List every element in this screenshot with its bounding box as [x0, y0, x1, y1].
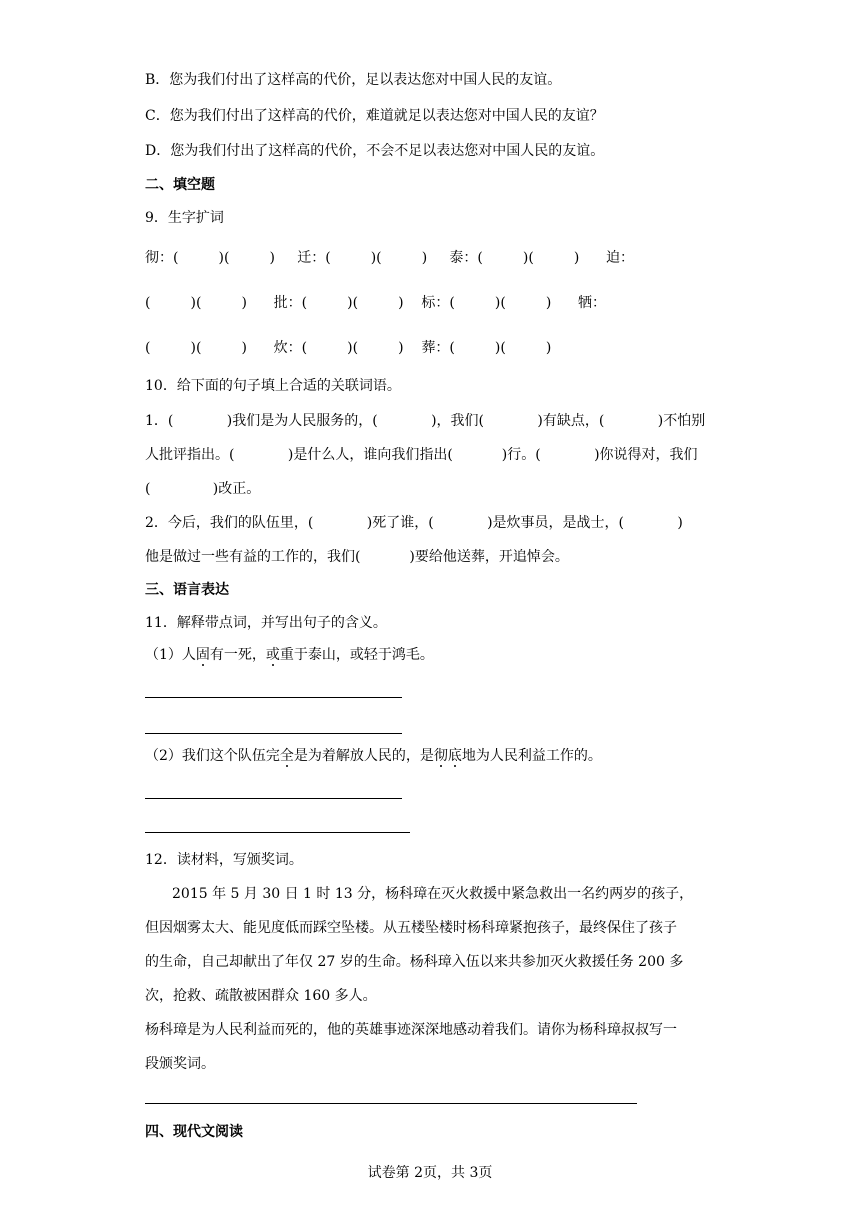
question-10-s2-line-1: 2．今后，我们的队伍里，( )死了谁，( )是炊事员，是战士，( ) [145, 515, 683, 531]
page-footer: 试卷第 2页，共 3页 [367, 1165, 493, 1181]
question-12-material-line-2: 但因烟雾太大、能见度低而踩空坠楼。从五楼坠楼时杨科璋紧抱孩子，最终保住了孩子 [145, 920, 677, 936]
q11-p1-text-b: 有一死， [209, 647, 266, 663]
answer-line[interactable] [145, 798, 402, 799]
question-9-row-1: 彻：( )( ) 迁：( )( ) 泰：( )( ) 迫： [145, 250, 635, 266]
q11-p2-text-b: 是为着解放人民的，是 [293, 748, 434, 764]
answer-line[interactable] [145, 832, 410, 833]
section-heading-fill-blank: 二、填空题 [145, 177, 215, 193]
q11-p1-text-c: 重于泰山，或轻于鸿毛。 [279, 647, 434, 663]
question-9-row-3: ( )( ) 炊：( )( ) 葬：( )( ) [145, 340, 552, 356]
option-c: C．您为我们付出了这样高的代价，难道就足以表达您对中国人民的友谊？ [145, 108, 604, 124]
question-12-material-line-4: 次，抢救、疏散被困群众 160 多人。 [145, 988, 377, 1004]
question-12-prompt-line-1: 杨科璋是为人民利益而死的，他的英雄事迹深深地感动着我们。请你为杨科璋叔叔写一 [145, 1022, 677, 1038]
q11-p2-text-c: 地为人民利益工作的。 [461, 748, 602, 764]
question-9-title: 9．生字扩词 [145, 210, 224, 226]
dotted-word: 底 [447, 748, 462, 764]
dotted-word: 彻 [433, 748, 448, 764]
dotted-word: 全 [279, 748, 294, 764]
question-11-part-2 [145, 746, 602, 766]
answer-line[interactable] [145, 697, 402, 698]
q11-p1-text-a: （1）人 [145, 647, 196, 663]
question-10-s1-line-3: ( )改正。 [145, 481, 261, 497]
question-10-title: 10．给下面的句子填上合适的关联词语。 [145, 378, 401, 394]
q11-p2-text-a: （2）我们这个队伍完 [145, 748, 280, 764]
answer-line[interactable] [145, 1103, 637, 1104]
question-9-row-2: ( )( ) 批：( )( ) 标：( )( ) 牺： [145, 295, 607, 311]
question-12-material-line-3: 的生命，自己却献出了年仅 27 岁的生命。杨科璋入伍以来共参加灭火救援任务 200 多 [145, 954, 684, 970]
option-d: D．您为我们付出了这样高的代价，不会不足以表达您对中国人民的友谊。 [145, 143, 605, 159]
section-heading-language: 三、语言表达 [145, 582, 229, 598]
answer-line[interactable] [145, 733, 402, 734]
section-heading-reading: 四、现代文阅读 [145, 1124, 243, 1140]
dotted-word: 固 [195, 647, 210, 663]
option-b: B．您为我们付出了这样高的代价，足以表达您对中国人民的友谊。 [145, 72, 562, 88]
question-12-prompt-line-2: 段颁奖词。 [145, 1056, 215, 1072]
question-10-s1-line-1: 1．( )我们是为人民服务的，( )，我们( )有缺点，( )不怕别 [145, 413, 706, 429]
question-10-s1-line-2: 人批评指出。( )是什么人，谁向我们指出( )行。( )你说得对，我们 [145, 447, 698, 463]
question-12-title: 12．读材料，写颁奖词。 [145, 852, 303, 868]
dotted-word: 或 [265, 647, 280, 663]
question-10-s2-line-2: 他是做过一些有益的工作的，我们( )要给他送葬，开追悼会。 [145, 549, 569, 565]
question-11-title: 11．解释带点词，并写出句子的含义。 [145, 615, 387, 631]
question-11-part-1 [145, 645, 434, 665]
question-12-material-line-1: 2015 年 5 月 30 日 1 时 13 分，杨科璋在灭火救援中紧急救出一名约两岁的孩子， [172, 886, 694, 902]
